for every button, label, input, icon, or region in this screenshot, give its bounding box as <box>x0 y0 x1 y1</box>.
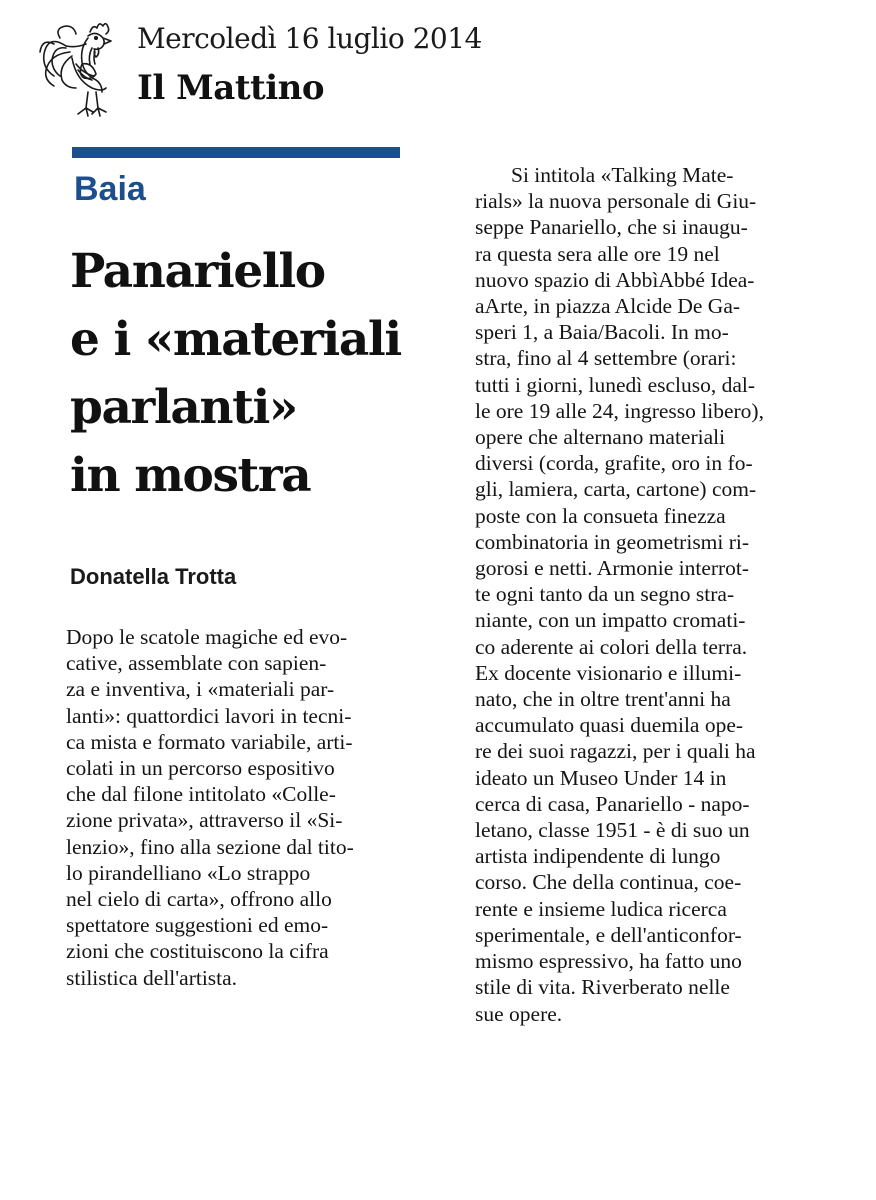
text-line: lo pirandelliano «Lo strappo <box>66 860 311 885</box>
text-line: cerca di casa, Panariello - napo- <box>475 791 750 816</box>
headline <box>70 238 410 510</box>
text-line: co aderente ai colori della terra. <box>475 634 748 659</box>
headline-line: Panariello <box>70 244 325 299</box>
text-line: rente e insieme ludica ricerca <box>475 896 727 921</box>
text-line: ideato un Museo Under 14 in <box>475 765 727 790</box>
text-line: spettatore suggestioni ed emo- <box>66 913 329 938</box>
text-line: opere che alternano materiali <box>475 425 726 450</box>
newspaper-masthead: Il Mattino <box>137 68 325 108</box>
text-line: diversi (corda, grafite, oro in fo- <box>475 451 753 476</box>
publication-date: Mercoledì 16 luglio 2014 <box>137 22 482 55</box>
text-line: rials» la nuova personale di Giu- <box>475 189 757 214</box>
text-line: cative, assemblate con sapien- <box>66 651 327 676</box>
text-line: le ore 19 alle 24, ingresso libero), <box>475 398 764 423</box>
text-line: zioni che costituiscono la cifra <box>66 939 329 964</box>
text-line: corso. Che della continua, coe- <box>475 870 742 895</box>
text-line: zione privata», attraverso il «Si- <box>66 808 343 833</box>
text-line: mismo espressivo, ha fatto uno <box>475 949 742 974</box>
text-line: letano, classe 1951 - è di suo un <box>475 818 750 843</box>
text-line: accumulato quasi duemila ope- <box>475 713 744 738</box>
text-line: ca mista e formato variabile, arti- <box>66 729 353 754</box>
section-label: Baia <box>74 170 146 208</box>
article-column-left <box>66 624 402 991</box>
text-line: sperimentale, e dell'anticonfor- <box>475 922 742 947</box>
article-column-right <box>475 162 811 1027</box>
text-line: combinatoria in geometrismi ri- <box>475 529 750 554</box>
text-line: Si intitola «Talking Mate- <box>511 163 734 187</box>
text-line: ra questa sera alle ore 19 nel <box>475 241 720 266</box>
text-line: stra, fino al 4 settembre (orari: <box>475 346 737 371</box>
text-line: stile di vita. Riverberato nelle <box>475 975 730 1000</box>
text-line: poste con la consueta finezza <box>475 503 726 528</box>
text-line: Dopo le scatole magiche ed evo- <box>66 625 348 649</box>
text-line: lenzio», fino alla sezione dal tito- <box>66 834 354 859</box>
text-line: re dei suoi ragazzi, per i quali ha <box>475 739 756 764</box>
text-line: niante, con un impatto cromati- <box>475 608 746 633</box>
text-line: speri 1, a Baia/Bacoli. In mo- <box>475 320 729 345</box>
text-line: za e inventiva, i «materiali par- <box>66 677 335 702</box>
text-line: tutti i giorni, lunedì escluso, dal- <box>475 372 756 397</box>
text-line: sue opere. <box>475 1001 563 1026</box>
headline-line: parlanti» <box>70 380 297 435</box>
text-line: te ogni tanto da un segno stra- <box>475 582 735 607</box>
text-line: seppe Panariello, che si inaugu- <box>475 215 748 240</box>
author-byline: Donatella Trotta <box>70 564 237 589</box>
text-line: nuovo spazio di AbbìAbbé Idea- <box>475 267 755 292</box>
text-line: lanti»: quattordici lavori in tecni- <box>66 703 352 728</box>
text-line: che dal filone intitolato «Colle- <box>66 782 336 807</box>
text-line: Ex docente visionario e illumi- <box>475 660 742 685</box>
headline-line: in mostra <box>70 448 311 503</box>
section-rule <box>72 147 400 158</box>
text-line: colati in un percorso espositivo <box>66 756 335 781</box>
text-line: nato, che in oltre trent'anni ha <box>475 687 731 712</box>
headline-line: e i «materiali <box>70 312 401 367</box>
text-line: artista indipendente di lungo <box>475 844 721 869</box>
rooster-icon <box>36 18 124 122</box>
text-line: nel cielo di carta», offrono allo <box>66 887 332 912</box>
text-line: stilistica dell'artista. <box>66 965 238 990</box>
text-line: gorosi e netti. Armonie interrot- <box>475 556 750 581</box>
text-line: aArte, in piazza Alcide De Ga- <box>475 294 741 319</box>
text-line: gli, lamiera, carta, cartone) com- <box>475 477 757 502</box>
